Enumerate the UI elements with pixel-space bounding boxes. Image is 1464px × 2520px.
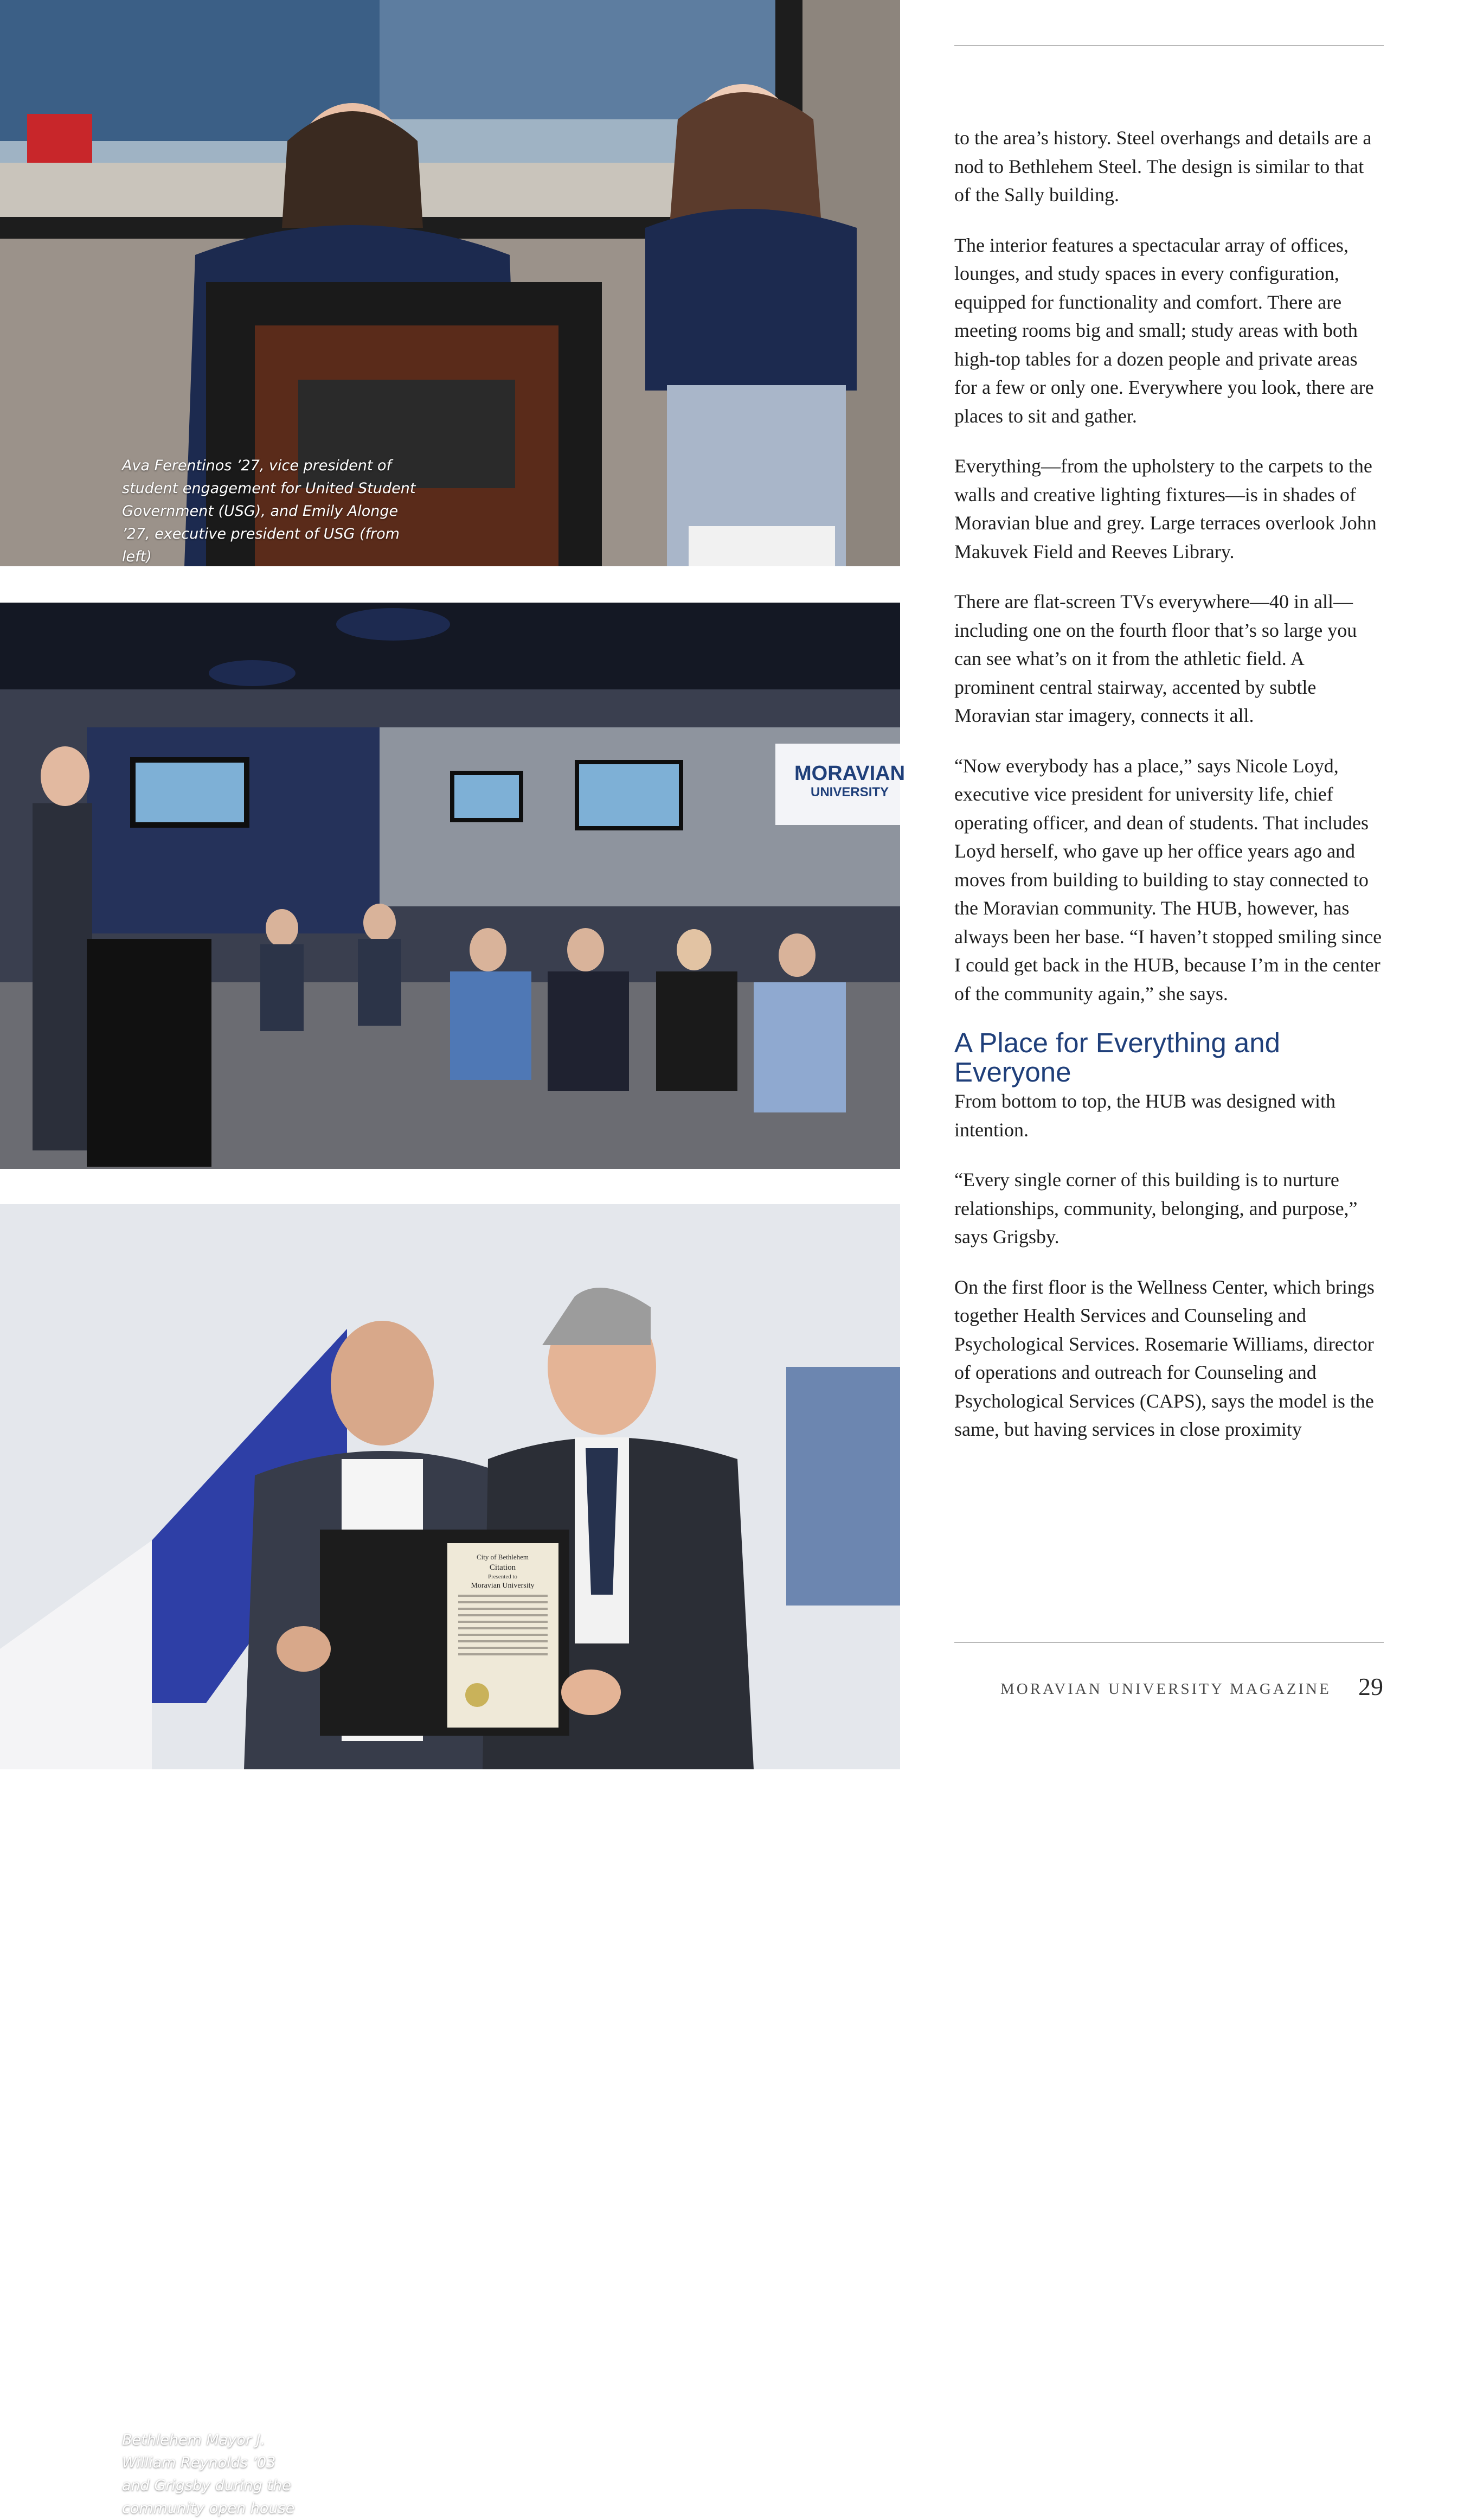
- citation-presented: Presented to: [487, 1574, 518, 1580]
- section-subheading: A Place for Everything and Everyone: [954, 1027, 1281, 1088]
- photo-mayor-and-president: [0, 1204, 900, 2517]
- bottom-divider: [954, 1642, 1384, 1643]
- citation-title: Citation: [489, 1563, 516, 1572]
- photo-open-house-audience: [0, 603, 906, 1169]
- article-paragraph: From bottom to top, the HUB was designed with intention.: [954, 1090, 1335, 1141]
- photo-caption: Bethlehem Mayor J. William Reynolds ’03 and Grigsby during the community open house: [122, 2432, 295, 2517]
- page-number: 29: [1358, 1673, 1383, 1700]
- article-paragraph: “Every single corner of this building is to nurture relationships, community, belonging, and purpose,” says Grigsby.: [954, 1169, 1358, 1248]
- photo-caption: Ava Ferentinos ’27, vice president of student engagement for United Student Government (USG), and Emily Alonge ’27, executive president of USG (from left): [122, 457, 416, 565]
- tv-sign-line2: UNIVERSITY: [811, 785, 889, 800]
- photo-citation-illustration: [0, 1204, 900, 1769]
- article-paragraph: Everything—from the upholstery to the carpets to the walls and creative lighting fixtures—is in shades of Moravian blue and grey. Large terraces overlook John Makuvek Field and Reeves Library.: [954, 455, 1377, 562]
- article-paragraph: There are flat-screen TVs everywhere—40 in all—including one on the fourth floor that’s so large you can see what’s on it from the athletic field. A prominent central stairway, accented by subtle Moravian star imagery, connects it all.: [954, 591, 1357, 726]
- citation-recipient: Moravian University: [471, 1582, 535, 1590]
- photo-audience-illustration: [0, 603, 906, 1169]
- article-paragraph: On the first floor is the Wellness Center, which brings together Health Services and Counseling and Psychological Services. Rosemarie Williams, director of operations and outreach for Counseling and Psychological Services (CAPS), says the model is the same, but having services in close proximity: [954, 1276, 1375, 1440]
- top-divider: [954, 45, 1384, 46]
- article-body: [954, 124, 1383, 1466]
- article-paragraph: The interior features a spectacular array of offices, lounges, and study spaces in every configuration, equipped for functionality and comfort. There are meeting rooms big and small; study areas with both high-top tables for a dozen people and private areas for a few or only one. Everywhere you look, there are places to sit and gather.: [954, 234, 1374, 427]
- article-paragraph: to the area’s history. Steel overhangs and details are a nod to Bethlehem Steel. The design is similar to that of the Sally building.: [954, 127, 1372, 206]
- citation-city: City of Bethlehem: [476, 1553, 529, 1561]
- tv-sign-line1: MORAVIAN: [794, 762, 906, 785]
- photo-students-at-podium: [0, 0, 900, 566]
- publication-title: MORAVIAN UNIVERSITY MAGAZINE: [1000, 1680, 1331, 1698]
- article-paragraph: “Now everybody has a place,” says Nicole Loyd, executive vice president for university life, chief operating officer, and dean of students. That includes Loyd herself, who gave up her office years ago and moves from building to building to stay connected to the Moravian community. The HUB, however, has always been her base. “I haven’t stopped smiling since I could get back in the HUB, because I’m in the center of the community again,” she says.: [954, 754, 1382, 1005]
